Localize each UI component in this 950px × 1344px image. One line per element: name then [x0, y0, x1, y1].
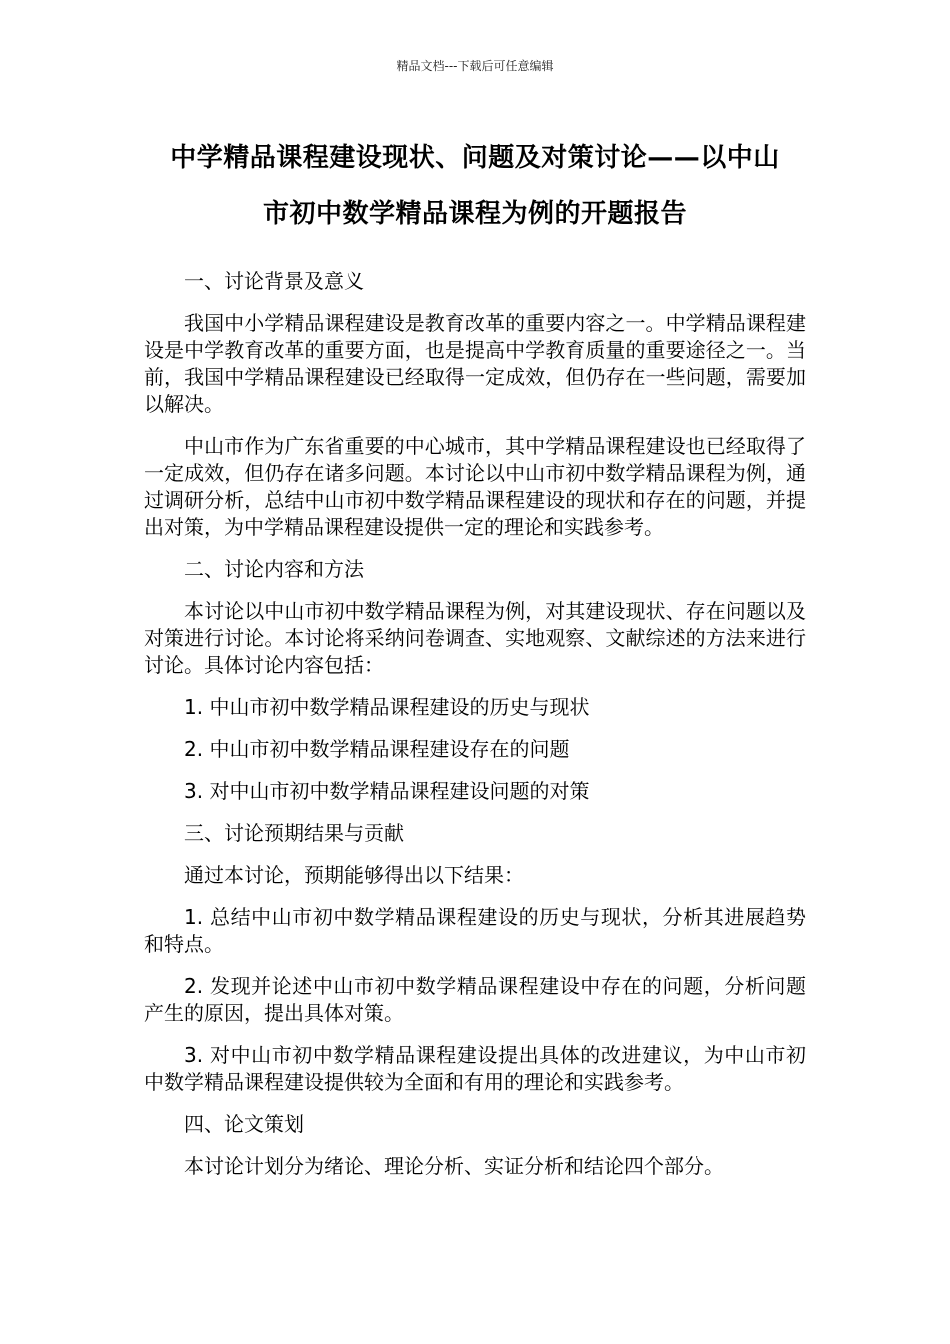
list-item: 3. 对中山市初中数学精品课程建设提出具体的改进建议，为中山市初中数学精品课程建设提供较为全面和有用的理论和实践参考。 — [144, 1043, 806, 1094]
title-line-2: 市初中数学精品课程为例的开题报告 — [262, 199, 687, 229]
paragraph: 中山市作为广东省重要的中心城市，其中学精品课程建设也已经取得了一定成效，但仍存在诸多问题。本讨论以中山市初中数学精品课程为例，通过调研分析，总结中山市初中数学精品课程建设的现状和存在的问题，并提出对策，为中学精品课程建设提供一定的理论和实践参考。 — [144, 434, 806, 539]
document-body — [144, 268, 806, 1195]
section-heading-background: 一、讨论背景及意义 — [184, 269, 364, 293]
header-note: 精品文档---下载后可任意编辑 — [396, 59, 554, 73]
paragraph: 本讨论以中山市初中数学精品课程为例，对其建设现状、存在问题以及对策进行讨论。本讨论将采纳问卷调查、实地观察、文献综述的方法来进行讨论。具体讨论内容包括： — [144, 599, 806, 677]
list-item: 2. 中山市初中数学精品课程建设存在的问题 — [184, 737, 570, 761]
section-heading-plan: 四、论文策划 — [184, 1112, 304, 1136]
document-title — [130, 130, 820, 242]
title-line-1: 中学精品课程建设现状、问题及对策讨论——以中山 — [170, 143, 780, 173]
list-item: 1. 总结中山市初中数学精品课程建设的历史与现状，分析其进展趋势和特点。 — [144, 905, 806, 956]
list-item: 3. 对中山市初中数学精品课程建设问题的对策 — [184, 779, 590, 803]
paragraph: 我国中小学精品课程建设是教育改革的重要内容之一。中学精品课程建设是中学教育改革的重要方面，也是提高中学教育质量的重要途径之一。当前，我国中学精品课程建设已经取得一定成效，但仍存在一些问题，需要加以解决。 — [144, 311, 806, 416]
list-item: 1. 中山市初中数学精品课程建设的历史与现状 — [184, 695, 590, 719]
section-heading-content-method: 二、讨论内容和方法 — [184, 557, 364, 581]
paragraph: 本讨论计划分为绪论、理论分析、实证分析和结论四个部分。 — [184, 1154, 724, 1178]
paragraph: 通过本讨论，预期能够得出以下结果： — [184, 863, 524, 887]
section-heading-results: 三、讨论预期结果与贡献 — [184, 821, 404, 845]
list-item: 2. 发现并论述中山市初中数学精品课程建设中存在的问题，分析问题产生的原因，提出具体对策。 — [144, 974, 806, 1025]
